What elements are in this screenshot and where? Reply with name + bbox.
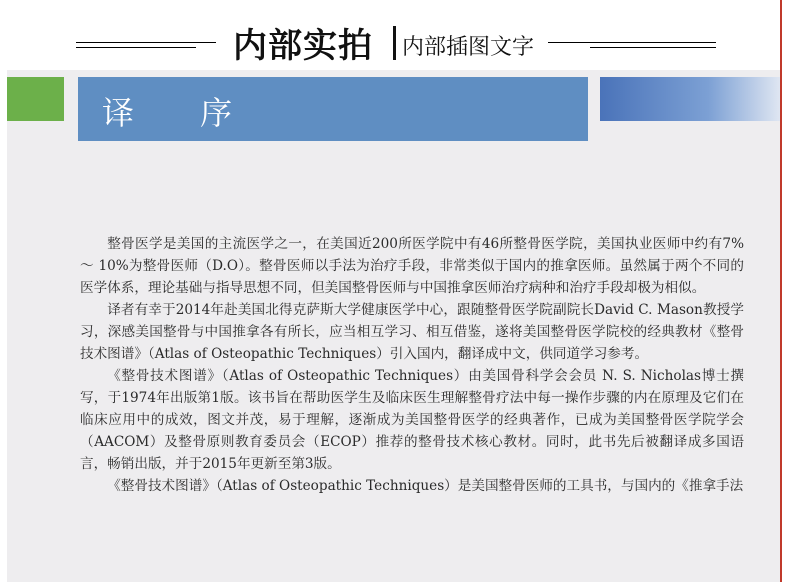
- paragraph: 《整骨技术图谱》（Atlas of Osteopathic Techniques）由美国骨科学会会员 N. S. Nicholas博士撰写，于1974年出版第1版。该书旨在帮助医学生及临床医生理解整骨疗法中每一操作步骤的内在原理及它们在临床应用中的成效，图文并茂，易于理解，逐渐成为美国整骨医学的经典著作，已成为美国整骨医学院学会（AACOM）及整骨原则教育委员会（ECOP）推荐的整骨技术核心教材。同时，此书先后被翻译成多国语言，畅销出版，并于2015年更新至第3版。: [80, 368, 744, 472]
- section-heading: 译 序: [102, 94, 261, 132]
- banner: [0, 0, 790, 70]
- gradient-band-decoration: [600, 77, 780, 121]
- paragraph: 《整骨技术图谱》（Atlas of Osteopathic Techniques）是美国整骨医师的工具书，与国内的《推拿手法: [107, 478, 744, 494]
- decorative-rule-left-2: [76, 47, 196, 48]
- banner-subtitle: 内部插图文字: [402, 35, 535, 60]
- banner-divider: [393, 26, 396, 60]
- banner-title: 内部实拍: [233, 26, 373, 66]
- paragraph: 整骨医学是美国的主流医学之一，在美国近200所医学院中有46所整骨医学院，美国执业医师中约有7% ～ 10%为整骨医师（D.O）。整骨医师以手法为治疗手段，非常类似于国内的推拿医师。虽然属于两个不同的医学体系，理论基础与指导思想不同，但美国整骨医师与中国推拿医师治疗病种和治疗手段却极为相似。: [80, 236, 744, 296]
- body-text: [80, 233, 744, 497]
- paragraph: 译者有幸于2014年赴美国北得克萨斯大学健康医学中心，跟随整骨医学院副院长David C. Mason教授学习，深感美国整骨与中国推拿各有所长，应当相互学习、相互借鉴，遂将美国整骨医学院校的经典教材《整骨技术图谱》（Atlas of Osteopathic Techniques）引入国内，翻译成中文，供同道学习参考。: [80, 302, 744, 362]
- decorative-rule-left: [76, 42, 216, 43]
- decorative-rule-right-2: [590, 47, 716, 48]
- green-tab-decoration: [7, 77, 64, 121]
- decorative-rule-right: [548, 42, 716, 43]
- page-edge-line: [780, 0, 782, 582]
